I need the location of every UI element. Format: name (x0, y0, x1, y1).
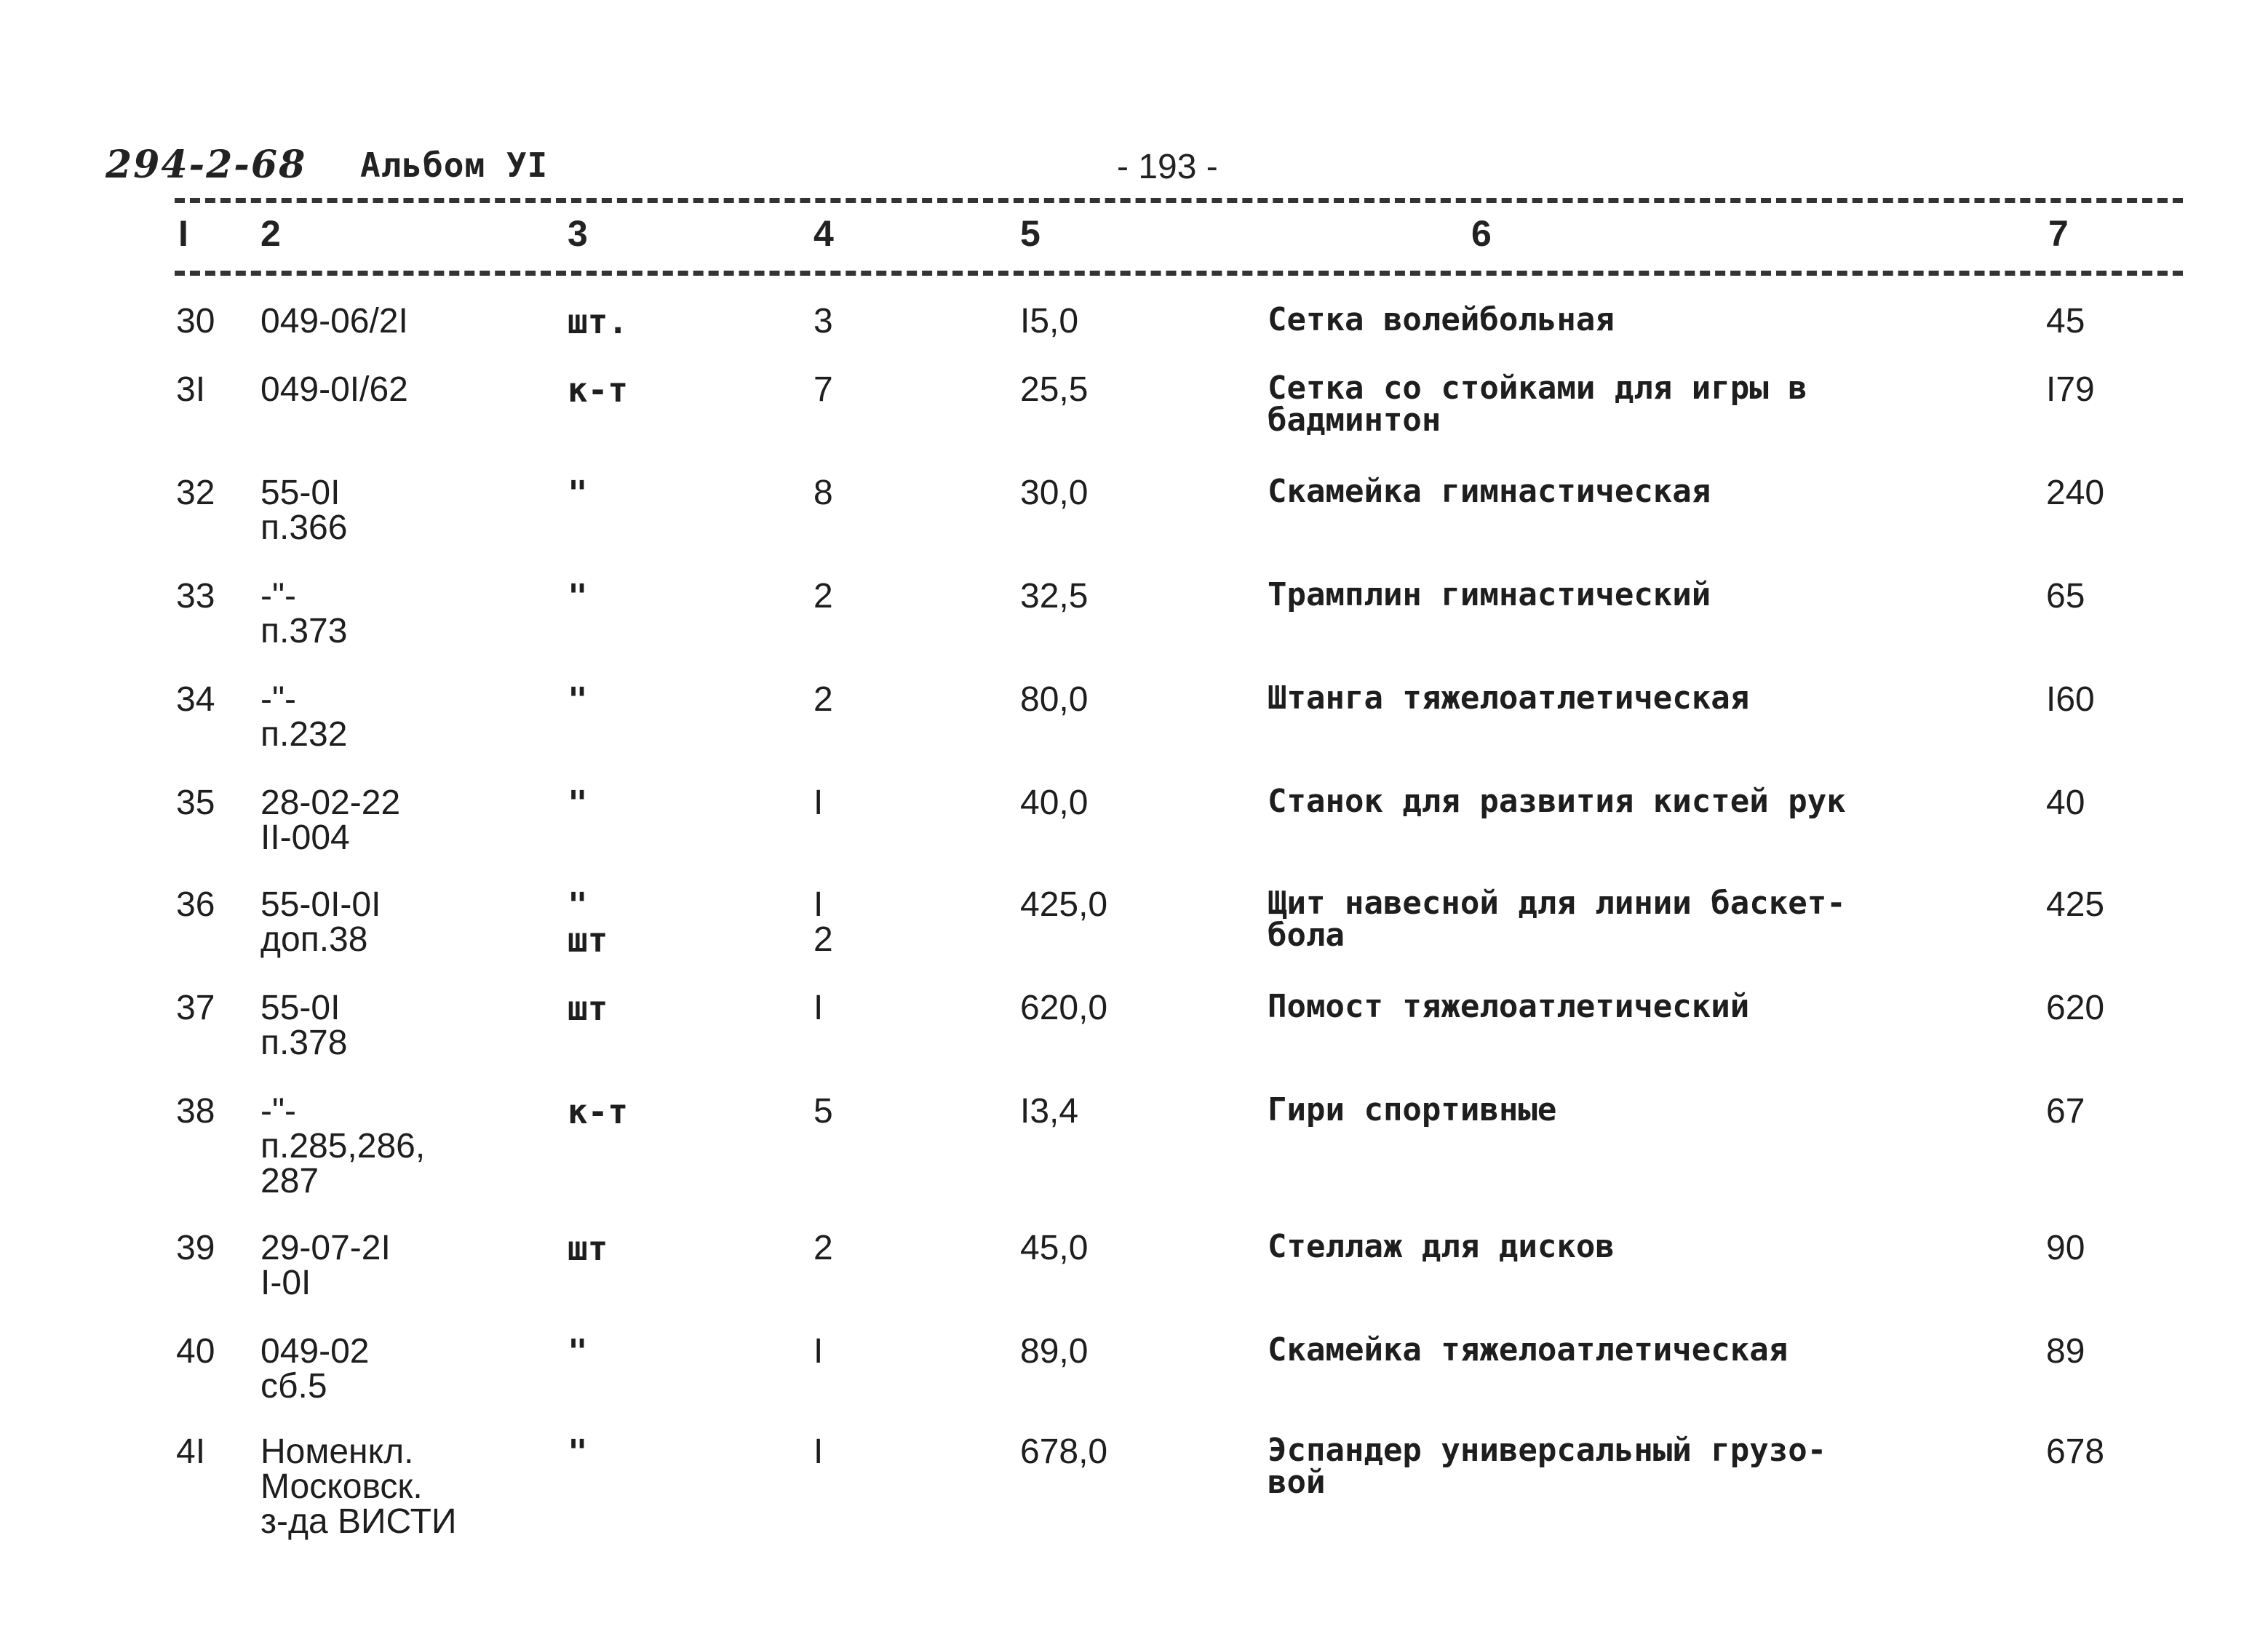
row-quantity: 8 (813, 474, 833, 512)
row-unit: " шт (568, 885, 608, 960)
row-name: Сетка волейбольная (1268, 301, 1615, 338)
row-unit: шт (568, 1229, 608, 1268)
row-name: Скамейка гимнастическая (1268, 473, 1711, 510)
row-mass: 40,0 (1020, 784, 1089, 822)
row-code: 049-0I/62 (260, 370, 408, 409)
row-name: Щит навесной для линии баскет- бола (1268, 885, 1846, 954)
row-total: 65 (2046, 577, 2085, 615)
row-quantity: I (813, 1332, 824, 1371)
row-quantity: 3 (813, 302, 833, 340)
row-quantity: 5 (813, 1092, 833, 1131)
row-number: 30 (176, 302, 215, 340)
row-name: Помост тяжелоатлетический (1268, 988, 1750, 1025)
row-quantity: I (813, 1432, 824, 1471)
row-mass: I3,4 (1020, 1092, 1079, 1131)
row-total: 678 (2046, 1432, 2105, 1471)
row-number: 33 (176, 577, 215, 615)
row-number: 36 (176, 885, 215, 924)
row-number: 40 (176, 1332, 215, 1371)
row-total: 40 (2046, 784, 2085, 822)
row-mass: 89,0 (1020, 1332, 1089, 1371)
row-code: 049-06/2I (260, 302, 408, 340)
header-divider-bottom (175, 271, 2183, 276)
document-code: 294-2-68 (106, 143, 307, 187)
column-header-7: 7 (2048, 213, 2069, 254)
row-mass: 45,0 (1020, 1229, 1089, 1267)
column-header-5: 5 (1020, 213, 1041, 254)
row-code: 049-02 сб.5 (260, 1332, 370, 1406)
row-mass: 80,0 (1020, 680, 1089, 719)
row-total: I79 (2046, 370, 2095, 409)
row-code: Номенкл. Московск. з-да ВИСТИ (260, 1432, 457, 1541)
column-header-6: 6 (1471, 213, 1492, 254)
row-quantity: 2 (813, 680, 833, 719)
row-quantity: I (813, 989, 824, 1027)
page-number: - 193 - (1117, 148, 1218, 186)
header-divider-top (175, 198, 2183, 203)
row-name: Гири спортивные (1268, 1091, 1557, 1128)
row-code: 28-02-22 II-004 (260, 784, 401, 857)
column-header-4: 4 (813, 213, 834, 254)
row-code: 55-0I-0I доп.38 (260, 885, 381, 959)
row-total: 89 (2046, 1332, 2085, 1371)
row-number: 38 (176, 1092, 215, 1131)
row-quantity: I (813, 784, 824, 822)
row-unit: " (568, 577, 588, 616)
row-name: Эспандер универсальный грузо- вой (1268, 1432, 1827, 1501)
row-name: Сетка со стойками для игры в бадминтон (1268, 370, 1807, 439)
album-label: Альбом УI (360, 146, 549, 185)
row-code: -"- п.232 (260, 680, 348, 754)
row-unit: " (568, 784, 588, 823)
column-header-3: 3 (568, 213, 588, 254)
row-total: 240 (2046, 474, 2105, 512)
row-mass: 25,5 (1020, 370, 1089, 409)
row-total: I60 (2046, 680, 2095, 719)
row-number: 34 (176, 680, 215, 719)
row-code: -"- п.373 (260, 577, 348, 650)
row-mass: I5,0 (1020, 302, 1079, 340)
row-code: 29-07-2I I-0I (260, 1229, 391, 1302)
column-header-2: 2 (260, 213, 281, 254)
row-unit: " (568, 680, 588, 720)
row-code: 55-0I п.378 (260, 989, 348, 1062)
row-mass: 32,5 (1020, 577, 1089, 615)
row-number: 39 (176, 1229, 215, 1267)
row-unit: шт. (568, 302, 629, 341)
row-name: Скамейка тяжелоатлетическая (1268, 1331, 1788, 1368)
row-quantity: I 2 (813, 885, 833, 959)
row-quantity: 7 (813, 370, 833, 409)
row-total: 67 (2046, 1092, 2085, 1131)
row-mass: 620,0 (1020, 989, 1108, 1027)
row-mass: 678,0 (1020, 1432, 1108, 1471)
row-unit: к-т (568, 370, 629, 410)
row-unit: " (568, 474, 588, 513)
row-code: -"- п.285,286, 287 (260, 1092, 426, 1200)
row-number: 35 (176, 784, 215, 822)
row-total: 45 (2046, 302, 2085, 340)
row-quantity: 2 (813, 577, 833, 615)
row-number: 32 (176, 474, 215, 512)
row-quantity: 2 (813, 1229, 833, 1267)
column-header-1: I (178, 213, 188, 254)
row-total: 90 (2046, 1229, 2085, 1267)
row-unit: " (568, 1432, 588, 1472)
row-unit: " (568, 1332, 588, 1371)
row-total: 620 (2046, 989, 2105, 1027)
row-name: Стеллаж для дисков (1268, 1228, 1615, 1265)
row-name: Штанга тяжелоатлетическая (1268, 679, 1750, 717)
row-mass: 425,0 (1020, 885, 1108, 924)
row-number: 37 (176, 989, 215, 1027)
row-name: Станок для развития кистей рук (1268, 783, 1846, 820)
row-name: Трамплин гимнастический (1268, 576, 1711, 613)
row-number: 3I (176, 370, 206, 409)
row-unit: шт (568, 989, 608, 1028)
row-mass: 30,0 (1020, 474, 1089, 512)
row-code: 55-0I п.366 (260, 474, 348, 547)
row-total: 425 (2046, 885, 2105, 924)
row-number: 4I (176, 1432, 206, 1471)
row-unit: к-т (568, 1092, 629, 1131)
